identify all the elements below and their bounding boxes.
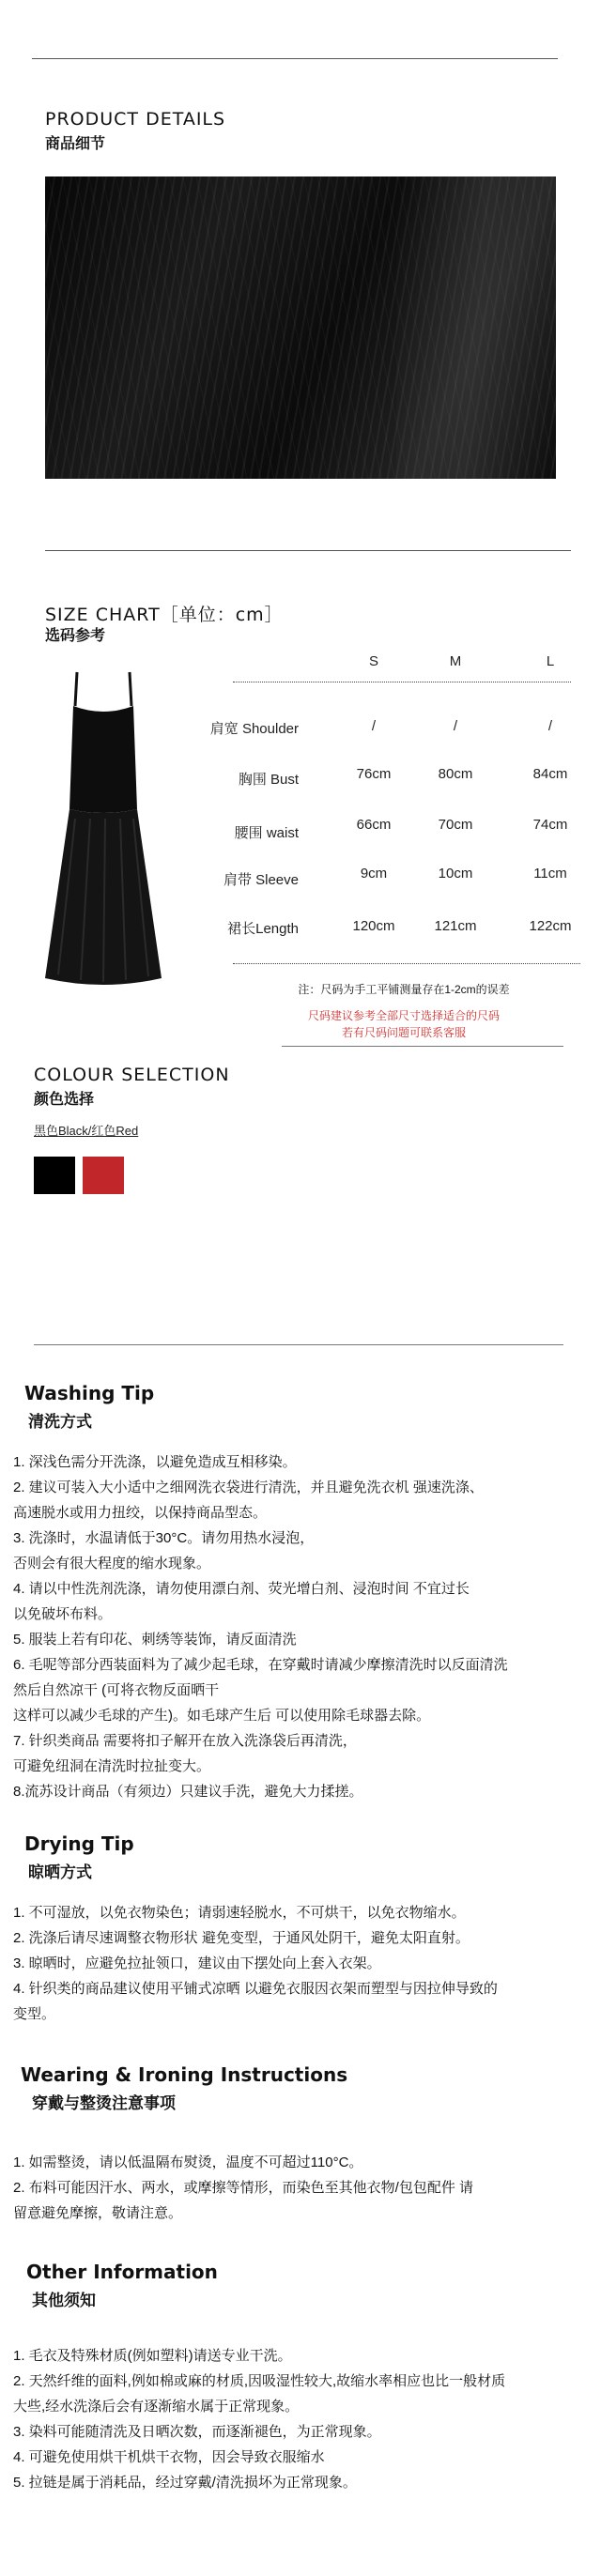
row-label-length: 裙长Length [227,921,299,937]
cell-bust-l: 84cm [532,766,568,782]
colour-selection-subtitle: 颜色选择 [34,1090,95,1108]
washing-line: 4. 请以中性洗剂洗涤，请勿使用漂白剂、荧光增白剂、浸泡时间 不宜过长 [13,1581,470,1597]
cell-length-s: 120cm [352,918,395,934]
cell-waist-l: 74cm [532,817,568,833]
size-col-l: L [546,653,555,669]
cell-waist-s: 66cm [356,817,392,833]
other-tips [13,2343,588,2495]
washing-title: Washing Tip [24,1382,155,1404]
washing-line: 1. 深浅色需分开洗涤，以避免造成互相移染。 [13,1454,297,1470]
cell-bust-m: 80cm [438,766,473,782]
washing-line: 这样可以减少毛球的产生)。如毛球产生后 可以使用除毛球器去除。 [13,1708,431,1724]
drying-title: Drying Tip [24,1832,134,1855]
washing-line: 2. 建议可装入大小适中之细网洗衣袋进行清洗，并且避免洗衣机 强速洗涤、 [13,1480,484,1495]
drying-line: 4. 针织类的商品建议使用平铺式凉晒 以避免衣服因衣架而塑型与因拉伸导致的 [13,1981,498,1997]
cell-shoulder-s: / [371,718,377,734]
row-label-shoulder: 肩宽 Shoulder [209,721,299,737]
size-chart-end-rule [282,1046,563,1047]
size-chart-title: SIZE CHART［单位：cm］ [45,605,284,625]
other-line: 1. 毛衣及特殊材质(例如塑料)请送专业干洗。 [13,2348,292,2364]
cell-sleeve-l: 11cm [533,866,567,882]
top-divider [32,58,558,59]
washing-line: 6. 毛呢等部分西装面料为了减少起毛球，在穿戴时请减少摩擦清洗时以反面清洗 [13,1657,508,1673]
drying-line: 1. 不可湿放，以免衣物染色；请弱速轻脱水，不可烘干，以免衣物缩水。 [13,1905,466,1921]
row-label-sleeve: 肩带 Sleeve [223,872,299,888]
row-label-waist: 腰围 waist [234,825,299,841]
cell-shoulder-l: / [547,718,553,734]
drying-line: 变型。 [13,2006,56,2022]
washing-line: 以免破坏布料。 [13,1606,113,1622]
washing-line: 3. 洗涤时，水温请低于30°C。请勿用热水浸泡， [13,1530,315,1546]
other-line: 2. 天然纤维的面料,例如棉或麻的材质,因吸湿性较大,故缩水率相应也比一般材质 [13,2373,506,2389]
other-line: 4. 可避免使用烘干机烘干衣物，因会导致衣服缩水 [13,2449,325,2465]
colour-options-label: 黑色Black/红色Red [34,1124,139,1138]
size-col-s: S [368,653,378,669]
washing-line: 8.流苏设计商品（有须边）只建议手洗，避免大力揉搓。 [13,1784,363,1800]
other-title: Other Information [26,2261,218,2283]
cell-waist-m: 70cm [438,817,473,833]
swatch-red[interactable] [83,1157,124,1194]
other-subtitle: 其他须知 [32,2292,96,2310]
size-chart-divider [45,550,571,551]
drying-line: 3. 晾晒时，应避免拉扯领口，建议由下摆处向上套入衣架。 [13,1955,381,1971]
size-chart-subtitle: 选码参考 [45,626,106,644]
cell-bust-s: 76cm [356,766,392,782]
size-note-contact: 若有尺码问题可联系客服 [341,1026,466,1039]
size-table-bottom-rule [233,963,580,964]
washing-line: 7. 针织类商品 需要将扣子解开在放入洗涤袋后再清洗， [13,1733,357,1749]
cell-length-l: 122cm [529,918,572,934]
care-divider [34,1344,563,1345]
cell-sleeve-m: 10cm [438,866,473,882]
cell-shoulder-m: / [453,718,458,734]
row-label-bust: 胸围 Bust [238,772,299,788]
size-note-advice: 尺码建议参考全部尺寸选择适合的尺码 [307,1009,500,1022]
product-details-title: PRODUCT DETAILS [45,109,226,130]
swatch-black[interactable] [34,1157,75,1194]
wearing-subtitle: 穿戴与整烫注意事项 [32,2094,176,2113]
wearing-line: 留意避免摩擦，敬请注意。 [13,2205,183,2221]
wearing-tips [13,2150,588,2226]
other-line: 5. 拉链是属于消耗品，经过穿戴/清洗损坏为正常现象。 [13,2475,357,2491]
washing-line: 然后自然凉干 (可将衣物反面晒干 [13,1682,220,1698]
cell-sleeve-s: 9cm [360,866,388,882]
other-line: 大些,经水洗涤后会有逐渐缩水属于正常现象。 [13,2399,300,2415]
washing-line: 可避免纽洞在清洗时拉扯变大。 [13,1758,211,1774]
drying-subtitle: 晾晒方式 [28,1863,92,1882]
dress-illustration [38,668,169,988]
size-note-tolerance: 注：尺码为手工平铺测量存在1-2cm的误差 [298,983,510,996]
cell-length-m: 121cm [434,918,477,934]
product-details-subtitle: 商品细节 [45,134,106,152]
other-line: 3. 染料可能随清洗及日晒次数，而逐渐褪色，为正常现象。 [13,2424,381,2440]
drying-tips [13,1900,588,2027]
wearing-title: Wearing & Ironing Instructions [21,2063,348,2086]
washing-tips [13,1449,588,1804]
washing-line: 高速脱水或用力扭绞，以保持商品型态。 [13,1505,268,1521]
fabric-detail-photo [45,176,556,479]
wearing-line: 2. 布料可能因汗水、两水，或摩擦等情形，而染色至其他衣物/包包配件 请 [13,2180,474,2196]
size-col-m: M [449,653,462,669]
washing-subtitle: 清洗方式 [28,1413,92,1432]
washing-line: 5. 服装上若有印花、刺绣等装饰，请反面清洗 [13,1632,297,1648]
wearing-line: 1. 如需整烫，请以低温隔布熨烫，温度不可超过110°C。 [13,2154,363,2170]
drying-line: 2. 洗涤后请尽速调整衣物形状 避免变型，于通风处阴干，避免太阳直射。 [13,1930,470,1946]
washing-line: 否则会有很大程度的缩水现象。 [13,1556,211,1572]
colour-selection-title: COLOUR SELECTION [34,1065,230,1085]
